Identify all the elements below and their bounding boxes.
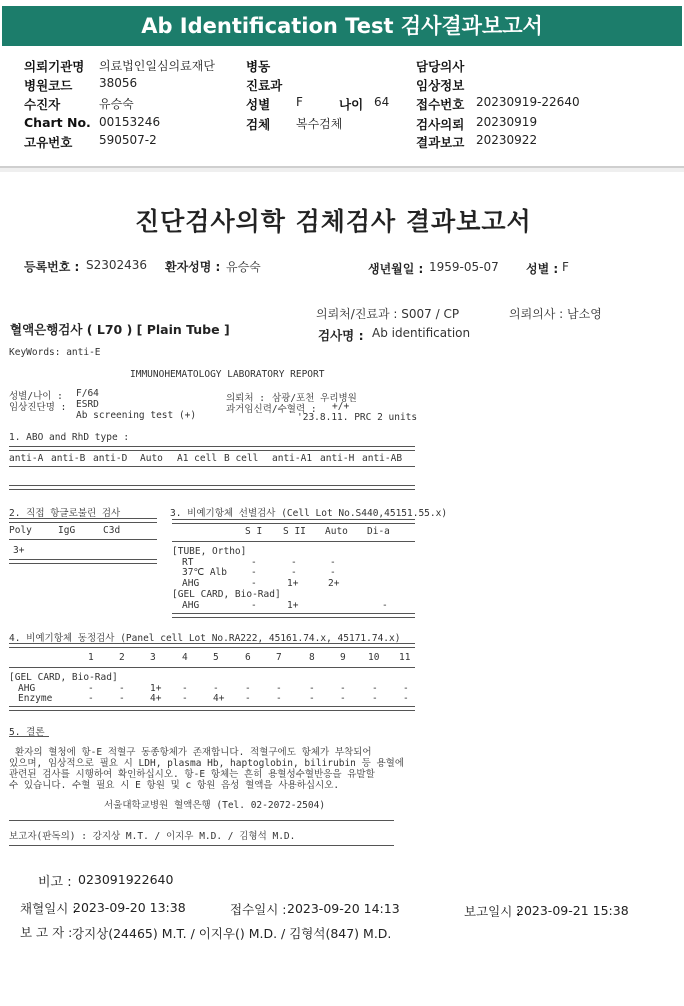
- screen-header: S I: [245, 526, 263, 537]
- history-value: +/+: [332, 401, 350, 412]
- panel-cell: -: [403, 693, 409, 704]
- panel-header: 1: [88, 652, 94, 663]
- report-date-value: 2023-09-21 15:38: [516, 903, 629, 918]
- panel-header: 6: [245, 652, 251, 663]
- header-key: 임상정보: [416, 78, 465, 93]
- screen-cell: -: [251, 600, 257, 611]
- reg-number-value: S2302436: [86, 258, 148, 272]
- panel-cell: -: [276, 693, 282, 704]
- panel-cell: -: [182, 693, 188, 704]
- reporters-line: 보고자(판독의) : 강지상 M.T. / 이지우 M.D. / 김형석 M.D.: [9, 831, 296, 842]
- header-key: 담당의사: [416, 59, 465, 74]
- keywords: KeyWords: anti-E: [9, 347, 101, 358]
- screen-header: S II: [283, 526, 306, 537]
- header-key: 접수번호: [416, 97, 465, 112]
- collect-label: 채혈일시 :: [20, 901, 77, 916]
- panel-cell: -: [88, 683, 94, 694]
- screen-cell: -: [251, 567, 257, 578]
- header-value: F: [296, 95, 303, 109]
- double-rule: [9, 446, 415, 451]
- screen-header: Di-a: [367, 526, 390, 537]
- single-rule: [9, 667, 415, 668]
- screen-cell: 1+: [287, 578, 299, 589]
- abo-header: anti-AB: [362, 453, 403, 464]
- history-label: 과거임신력/수혈력 :: [226, 404, 317, 415]
- reporter-value: 강지상(24465) M.T. / 이지우() M.D. / 김형석(847) M.D.: [72, 926, 392, 941]
- receive-value: 2023-09-20 14:13: [287, 901, 400, 916]
- double-rule: [9, 643, 415, 648]
- panel-cell: -: [309, 683, 315, 694]
- screen-cell: -: [291, 557, 297, 568]
- conclusion-line: 환자의 혈청에 항-E 적혈구 동종항체가 존재합니다. 적혈구에도 항체가 부착되어: [15, 747, 372, 758]
- ordering-doctor-line: 의뢰의사 : 남소영: [509, 307, 602, 321]
- header-key: 진료과: [246, 78, 283, 93]
- header-value: 38056: [99, 76, 138, 90]
- header-value: 유승숙: [99, 97, 134, 111]
- institution-line: 서울대학교병원 혈액은행 (Tel. 02-2072-2504): [104, 800, 326, 811]
- panel-cell: -: [309, 693, 315, 704]
- abo-header: anti-A: [9, 453, 44, 464]
- panel-header: 2: [119, 652, 125, 663]
- abo-header: Auto: [140, 453, 163, 464]
- panel-cell: -: [276, 683, 282, 694]
- header-key: 검사의뢰: [416, 117, 465, 132]
- conclusion-line: 관련된 검사를 시행하여 확인하십시오. 항-E 항체는 흔히 용혈성수혈반응을 유발할: [9, 769, 375, 780]
- reg-number-label: 등록번호 :: [24, 260, 80, 274]
- remark-label: 비고 :: [38, 875, 72, 890]
- single-rule: [9, 539, 157, 540]
- panel-cell: -: [182, 683, 188, 694]
- dat-header: C3d: [103, 525, 121, 536]
- lab-report-title: IMMUNOHEMATOLOGY LABORATORY REPORT: [130, 369, 325, 380]
- header-value: 590507-2: [99, 133, 157, 147]
- panel-cell: -: [119, 693, 125, 704]
- sex-label: 성별 :: [526, 262, 559, 276]
- referral-value: 삼광/포천 우리병원: [272, 393, 357, 404]
- phase-label: AHG: [18, 683, 36, 694]
- phase-label: RT: [182, 557, 194, 568]
- panel-cell: 4+: [213, 693, 225, 704]
- screen-result: Ab screening test (+): [76, 410, 197, 421]
- phase-label: AHG: [182, 600, 200, 611]
- panel-cell: 4+: [150, 693, 162, 704]
- header-value: 복수검체: [296, 117, 343, 131]
- screen-cell: -: [251, 578, 257, 589]
- section-1-title: 1. ABO and RhD type :: [9, 432, 130, 443]
- double-rule: [9, 559, 157, 564]
- section-5-title: 5. 결론: [9, 727, 45, 738]
- phase-label: AHG: [182, 578, 200, 589]
- panel-header: 10: [368, 652, 380, 663]
- panel-cell: 1+: [150, 683, 162, 694]
- header-value: 20230919-22640: [476, 95, 580, 109]
- conclusion-line: 수 있습니다. 수혈 필요 시 E 항원 및 c 항원 음성 혈액을 사용하십시오.: [9, 780, 340, 791]
- single-rule: [9, 466, 415, 467]
- dob-label: 생년월일 :: [368, 262, 424, 276]
- test-title: 혈액은행검사 ( L70 ) [ Plain Tube ]: [10, 322, 230, 337]
- section-3-title: 3. 비예기항체 선별검사 (Cell Lot No.S440,45151.55.x): [170, 508, 448, 519]
- screen-cell: 1+: [287, 600, 299, 611]
- double-rule: [9, 485, 415, 490]
- panel-cell: -: [403, 683, 409, 694]
- double-rule: [172, 613, 415, 618]
- header-key: 병동: [246, 59, 271, 74]
- panel-header: 4: [182, 652, 188, 663]
- collect-value: 2023-09-20 13:38: [73, 900, 186, 915]
- sex-age-value: F/64: [76, 388, 99, 399]
- header-key: 성별: [246, 97, 271, 112]
- panel-cell: -: [372, 693, 378, 704]
- abo-header: anti-H: [320, 453, 355, 464]
- section-divider-shadow: [0, 168, 684, 172]
- header-key: 검체: [246, 117, 271, 132]
- screen-cell: -: [291, 567, 297, 578]
- panel-cell: -: [340, 683, 346, 694]
- diagnosis-label: 임상진단명 :: [9, 402, 67, 413]
- screen-cell: -: [251, 557, 257, 568]
- header-key: 수진자: [24, 97, 61, 112]
- report-title-bar: Ab Identification Test 검사결과보고서: [2, 6, 682, 46]
- diagnosis-value: ESRD: [76, 399, 99, 410]
- abo-header: anti-B: [51, 453, 86, 464]
- header-key: 병원코드: [24, 78, 73, 93]
- patient-name-value: 유승숙: [226, 260, 261, 274]
- abo-header: anti-D: [93, 453, 128, 464]
- history-note: '23.8.11. PRC 2 units: [297, 412, 418, 423]
- single-rule: [9, 736, 49, 737]
- report-date-label: 보고일시 :: [464, 904, 521, 919]
- department-line: 의뢰처/진료과 : S007 / CP: [316, 307, 460, 321]
- header-value: 00153246: [99, 115, 161, 129]
- single-rule: [9, 845, 394, 846]
- abo-header: B cell: [224, 453, 259, 464]
- dob-value: 1959-05-07: [429, 260, 499, 274]
- screen-header: Auto: [325, 526, 348, 537]
- header-key: 결과보고: [416, 135, 465, 150]
- panel-header: 7: [276, 652, 282, 663]
- panel-header: 9: [340, 652, 346, 663]
- conclusion-line: 있으며, 임상적으로 필요 시 LDH, plasma Hb, haptoglobin, bilirubin 등 용혈에: [9, 758, 405, 769]
- header-key: 의뢰기관명: [24, 59, 85, 74]
- method-label: [GEL CARD, Bio-Rad]: [9, 672, 118, 683]
- header-value: 20230919: [476, 115, 538, 129]
- patient-name-label: 환자성명 :: [165, 260, 221, 274]
- sex-value: F: [562, 260, 569, 274]
- panel-header: 8: [309, 652, 315, 663]
- screen-cell: -: [382, 600, 388, 611]
- header-value: 20230922: [476, 133, 538, 147]
- double-rule: [9, 518, 157, 523]
- screen-cell: -: [330, 557, 336, 568]
- header-key: 나이: [339, 97, 364, 112]
- abo-header: anti-A1: [272, 453, 313, 464]
- panel-cell: -: [340, 693, 346, 704]
- single-rule: [172, 541, 415, 542]
- reporter-label: 보 고 자 :: [20, 925, 73, 940]
- header-key: 고유번호: [24, 135, 73, 150]
- document-title: 진단검사의학 검체검사 결과보고서: [135, 207, 532, 236]
- screen-cell: -: [330, 567, 336, 578]
- phase-label: 37℃ Alb: [182, 567, 227, 578]
- panel-cell: -: [88, 693, 94, 704]
- panel-header: 3: [150, 652, 156, 663]
- panel-cell: -: [119, 683, 125, 694]
- dat-value: 3+: [13, 545, 25, 556]
- remark-value: 023091922640: [78, 872, 174, 887]
- phase-label: Enzyme: [18, 693, 53, 704]
- panel-cell: -: [245, 693, 251, 704]
- section-2-title: 2. 직접 항글로불린 검사: [9, 508, 121, 519]
- method-label: [TUBE, Ortho]: [172, 546, 247, 557]
- receive-label: 접수일시 :: [230, 902, 287, 917]
- referral-label: 의뢰처 :: [226, 393, 265, 404]
- sex-age-label: 성별/나이 :: [9, 391, 63, 402]
- double-rule: [9, 706, 415, 711]
- test-name-value: Ab identification: [372, 326, 471, 340]
- panel-cell: -: [245, 683, 251, 694]
- panel-cell: -: [213, 683, 219, 694]
- double-rule: [172, 519, 415, 524]
- header-value: 의료법인일심의료재단: [99, 59, 215, 73]
- header-key: Chart No.: [24, 115, 91, 130]
- method-label: [GEL CARD, Bio-Rad]: [172, 589, 281, 600]
- test-name-label: 검사명 :: [318, 328, 364, 343]
- single-rule: [9, 820, 394, 821]
- dat-header: Poly: [9, 525, 32, 536]
- header-value: 64: [374, 95, 390, 109]
- panel-header: 5: [213, 652, 219, 663]
- screen-cell: 2+: [328, 578, 340, 589]
- dat-header: IgG: [58, 525, 76, 536]
- panel-cell: -: [372, 683, 378, 694]
- abo-header: A1 cell: [177, 453, 218, 464]
- section-4-title: 4. 비예기항체 동정검사 (Panel cell Lot No.RA222, 45161.74.x, 45171.74.x): [9, 633, 401, 644]
- panel-header: 11: [399, 652, 411, 663]
